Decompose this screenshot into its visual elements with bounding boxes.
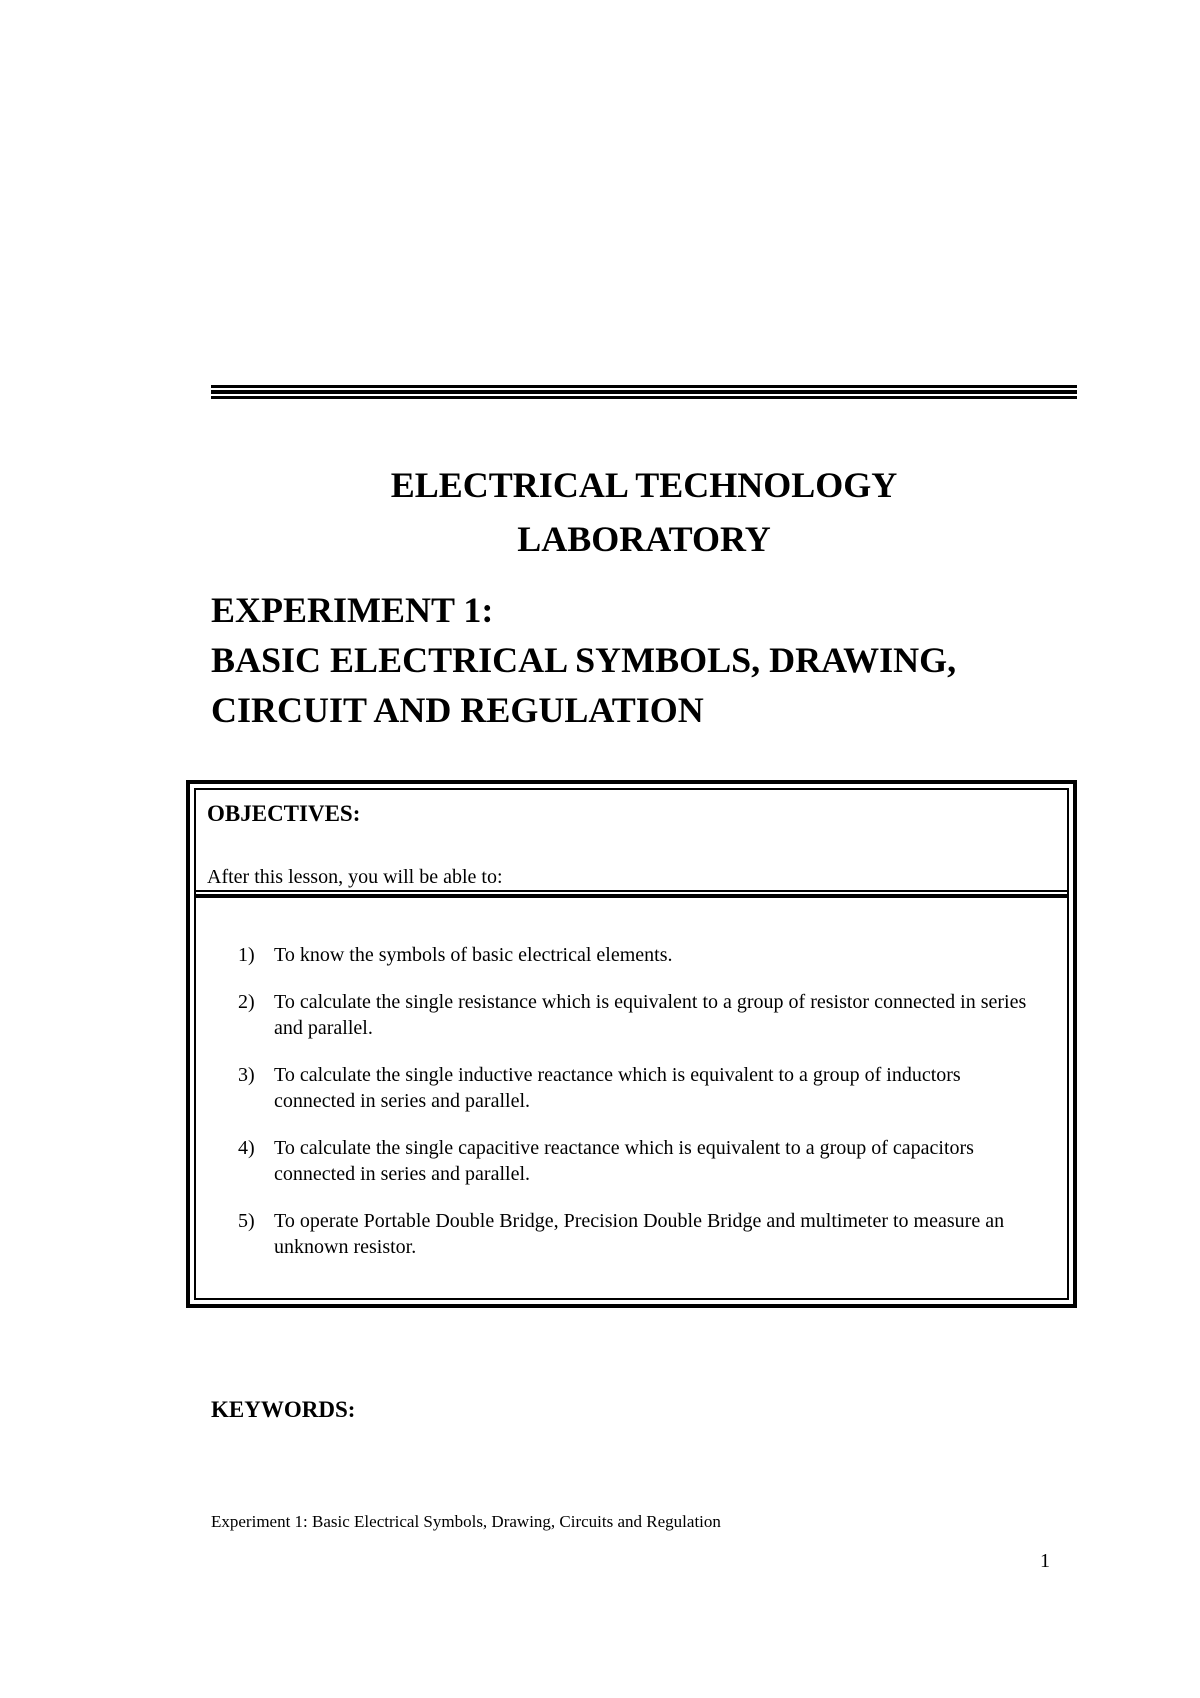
objective-item	[238, 1208, 1028, 1260]
objective-text: To calculate the single inductive reactance which is equivalent to a group of inductors connected in series and parallel.	[274, 1064, 961, 1112]
objective-text: To operate Portable Double Bridge, Precision Double Bridge and multimeter to measure an unknown resistor.	[274, 1210, 1005, 1258]
page-footer: Experiment 1: Basic Electrical Symbols, Drawing, Circuits and Regulation	[211, 1512, 721, 1531]
objective-text: To calculate the single resistance which is equivalent to a group of resistor connected in series and parallel.	[274, 991, 1027, 1039]
objective-number: 4)	[238, 1137, 255, 1159]
objective-item	[238, 1135, 1028, 1187]
keywords-heading: KEYWORDS:	[211, 1397, 356, 1422]
rule-line	[211, 390, 1077, 394]
objective-number: 5)	[238, 1210, 255, 1232]
objectives-list	[238, 942, 1028, 1281]
page-number: 1	[1040, 1550, 1050, 1572]
objective-number: 3)	[238, 1064, 255, 1086]
rule-line	[211, 396, 1077, 399]
top-triple-rule	[211, 385, 1077, 399]
experiment-title-line2: BASIC ELECTRICAL SYMBOLS, DRAWING,	[211, 640, 957, 680]
objective-number: 2)	[238, 991, 255, 1013]
objectives-separator	[194, 890, 1069, 900]
objective-item	[238, 989, 1028, 1041]
lab-title-line1: ELECTRICAL TECHNOLOGY	[390, 465, 898, 505]
objective-number: 1)	[238, 944, 255, 966]
experiment-title	[211, 585, 956, 735]
lab-title	[211, 458, 1077, 566]
objectives-intro: After this lesson, you will be able to:	[207, 866, 503, 888]
experiment-title-line1: EXPERIMENT 1:	[211, 590, 494, 630]
rule-line	[211, 385, 1077, 388]
objectives-box	[186, 780, 1077, 1308]
objective-item	[238, 942, 1028, 968]
experiment-title-line3: CIRCUIT AND REGULATION	[211, 690, 704, 730]
objective-text: To know the symbols of basic electrical elements.	[274, 944, 673, 966]
objectives-heading: OBJECTIVES:	[207, 801, 361, 826]
lab-title-line2: LABORATORY	[517, 519, 771, 559]
objective-item	[238, 1062, 1028, 1114]
objective-text: To calculate the single capacitive reactance which is equivalent to a group of capacitors connected in series and parallel.	[274, 1137, 974, 1185]
